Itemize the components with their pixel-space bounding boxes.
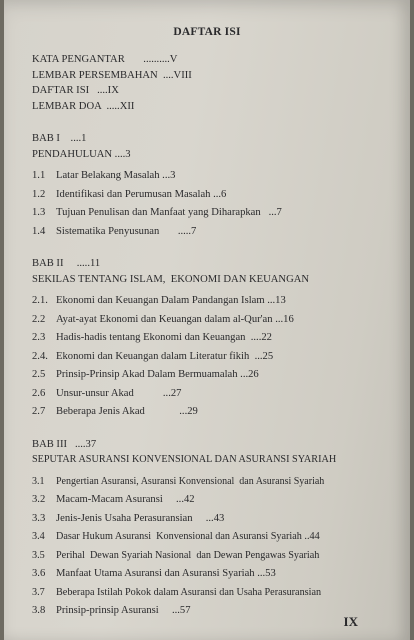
chapter-label: BAB III ....37 xyxy=(32,438,97,450)
toc-entry xyxy=(32,548,402,564)
entry-number: 2.4. xyxy=(32,350,48,362)
entry-number: 2.5 xyxy=(32,369,46,380)
entry-number: 3.1 xyxy=(32,475,45,487)
entry-number: 2.1. xyxy=(32,295,48,306)
entry-number: 2.7 xyxy=(32,406,46,417)
entry-title: Sistematika Penyusunan .....7 xyxy=(56,225,197,237)
entry-title: Unsur-unsur Akad ...27 xyxy=(56,387,182,399)
toc-entry xyxy=(32,404,402,420)
entry-title: Ekonomi dan Keuangan dalam Literatur fikih ...25 xyxy=(56,350,274,362)
chapter-label: BAB I ....1 xyxy=(32,133,87,144)
entry-title: Latar Belakang Masalah ...3 xyxy=(56,170,176,181)
entry-number: 3.5 xyxy=(32,549,45,561)
table-of-contents xyxy=(32,52,402,619)
book-page xyxy=(4,0,410,640)
entry-title: Manfaat Utama Asuransi dan Asuransi Syariah ...53 xyxy=(56,568,276,579)
entry-number: 1.2 xyxy=(32,188,46,200)
toc-front-item: KATA PENGANTAR ..........V xyxy=(32,54,178,65)
toc-front-item: LEMBAR PERSEMBAHAN ....VIII xyxy=(32,69,192,81)
entry-title: Beberapa Istilah Pokok dalam Asuransi dan Usaha Perasuransian xyxy=(56,586,322,598)
chapter-heading: SEKILAS TENTANG ISLAM, EKONOMI DAN KEUANGAN xyxy=(32,273,310,285)
entry-number: 3.2 xyxy=(32,494,46,505)
entry-number: 3.3 xyxy=(32,512,46,524)
entry-number: 3.7 xyxy=(32,586,45,598)
toc-entry xyxy=(32,205,402,221)
chapter-heading: PENDAHULUAN ....3 xyxy=(32,148,131,160)
toc-front-item: DAFTAR ISI ....IX xyxy=(32,85,119,96)
toc-entry xyxy=(32,492,402,508)
entry-title: Pengertian Asuransi, Asuransi Konvensional dan Asuransi Syariah xyxy=(56,475,325,487)
entry-number: 2.2 xyxy=(32,313,46,325)
toc-entry xyxy=(32,529,402,545)
toc-entry xyxy=(32,168,402,184)
toc-entry xyxy=(32,386,402,402)
chapter-heading: SEPUTAR ASURANSI KONVENSIONAL DAN ASURANSI SYARIAH xyxy=(32,454,337,465)
entry-title: Tujuan Penulisan dan Manfaat yang Diharapkan ...7 xyxy=(56,207,282,218)
entry-number: 1.1 xyxy=(32,170,46,181)
toc-entry xyxy=(32,585,402,601)
toc-entry xyxy=(32,330,402,346)
entry-number: 1.4 xyxy=(32,225,46,237)
entry-title: Ekonomi dan Keuangan Dalam Pandangan Islam ...13 xyxy=(56,295,286,306)
toc-front-item: LEMBAR DOA .....XII xyxy=(32,100,135,112)
entry-title: Dasar Hukum Asuransi Konvensional dan Asuransi Syariah ..44 xyxy=(56,531,320,542)
toc-entry xyxy=(32,293,402,309)
toc-entry xyxy=(32,566,402,582)
entry-number: 2.6 xyxy=(32,387,46,399)
toc-entry xyxy=(32,511,402,527)
entry-title: Hadis-hadis tentang Ekonomi dan Keuangan ....22 xyxy=(56,332,272,343)
entry-title: Macam-Macam Asuransi ...42 xyxy=(56,494,195,505)
entry-number: 3.4 xyxy=(32,531,45,542)
entry-number: 1.3 xyxy=(32,207,46,218)
toc-entry xyxy=(32,187,402,203)
toc-entry xyxy=(32,312,402,328)
entry-title: Identifikasi dan Perumusan Masalah ...6 xyxy=(56,188,227,200)
entry-title: Ayat-ayat Ekonomi dan Keuangan dalam al-Qur'an ...16 xyxy=(56,313,294,325)
entry-title: Prinsip-Prinsip Akad Dalam Bermuamalah ...26 xyxy=(56,369,259,380)
toc-entry xyxy=(32,474,402,490)
entry-title: Perihal Dewan Syariah Nasional dan Dewan Pengawas Syariah xyxy=(56,549,320,561)
entry-number: 3.8 xyxy=(32,605,46,616)
entry-number: 3.6 xyxy=(32,568,46,579)
toc-entry xyxy=(32,367,402,383)
page-title: DAFTAR ISI xyxy=(173,26,241,38)
entry-title: Beberapa Jenis Akad ...29 xyxy=(56,406,198,417)
entry-number: 2.3 xyxy=(32,332,46,343)
toc-entry xyxy=(32,224,402,240)
toc-entry xyxy=(32,349,402,365)
page-number: IX xyxy=(343,614,358,629)
chapter-label: BAB II .....11 xyxy=(32,258,101,269)
entry-title: Prinsip-prinsip Asuransi ...57 xyxy=(56,605,191,616)
entry-title: Jenis-Jenis Usaha Perasuransian ...43 xyxy=(56,512,225,524)
